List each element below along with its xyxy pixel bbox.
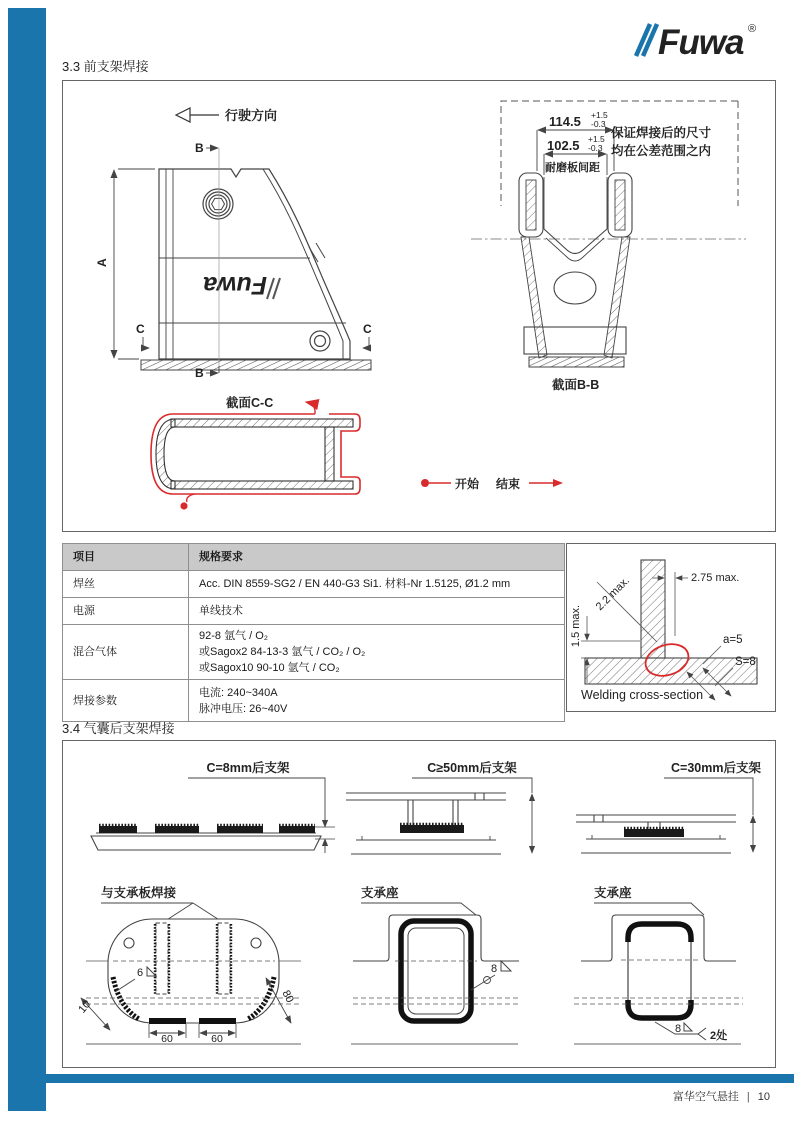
label-seat-right: 支承座: [594, 886, 632, 900]
spec-header-requirement: 规格要求: [189, 544, 565, 571]
bracket-dimension-labels: [95, 141, 372, 380]
dim-outer-tol-minus: -0.3: [591, 119, 606, 129]
spec-row-label: 焊丝: [63, 571, 189, 598]
dim-a-label: A: [95, 258, 109, 267]
spec-row-value-line: 或Sagox10 90-10 氩气 / CO₂: [199, 662, 340, 674]
dim-8-right-label: 8: [675, 1023, 682, 1035]
dim-outer-value: 114.5: [549, 114, 581, 129]
dim-left-label: 1.5 max.: [570, 604, 582, 648]
footer-page-number: 10: [757, 1091, 770, 1103]
bracket-dimension-lines: [114, 148, 369, 373]
section-3-4-title: 3.4 气囊后支架焊接: [62, 721, 175, 736]
label-seat-mid: 支承座: [361, 886, 399, 900]
label-c8: C=8mm后支架: [206, 761, 290, 775]
legend-start-dot-icon: [421, 479, 429, 487]
section-cc-view: [156, 419, 353, 489]
footer-separator: |: [746, 1091, 750, 1103]
dim-throat-label: a=5: [723, 634, 743, 646]
section-cc-caption: 截面C-C: [226, 396, 274, 410]
support-seat-right-drawing: [574, 885, 743, 1044]
spec-row-value-line: 或Sagox2 84-13-3 氩气 / CO₂ / O₂: [199, 646, 366, 658]
dim-10-label: 10: [76, 998, 94, 1016]
dim-60-left-label: 60: [161, 1033, 173, 1045]
label-c30: C=30mm后支架: [671, 761, 761, 775]
weld-legend: [421, 476, 563, 491]
spec-header-item: 项目: [63, 544, 189, 571]
label-weld-to-plate: 与支承板焊接: [101, 886, 177, 900]
spec-row-value: Acc. DIN 8559-SG2 / EN 440-G3 Si1. 材料-Nr 1.5125, Ø1.2 mm: [199, 578, 511, 590]
dim-outer-tol-plus: +1.5: [591, 110, 608, 120]
c30-bracket-drawing: [576, 778, 753, 853]
mirrored-fuwa-logo: [203, 271, 280, 299]
spec-row-label: 焊接参数: [63, 680, 189, 722]
welding-cross-section-caption: Welding cross-section: [581, 688, 704, 702]
dim-leg-label: S=8: [735, 656, 756, 668]
spec-row-value-line: 脉冲电压: 26~40V: [199, 702, 288, 715]
label-c50: C≥50mm后支架: [427, 761, 517, 775]
dim-80-label: 80: [279, 988, 296, 1005]
c8-bracket-drawing: [91, 778, 335, 853]
driving-direction-indicator: [176, 108, 277, 123]
logo-registered-mark: ®: [748, 23, 757, 35]
spec-row-value-line: 92-8 氩气 / O₂: [199, 630, 269, 642]
table-row: [63, 680, 565, 722]
dim-inner-tol-plus: +1.5: [588, 134, 605, 144]
welding-cross-section-figure: [566, 543, 776, 712]
table-row: [63, 625, 565, 680]
logo-text: Fuwa: [658, 23, 744, 62]
section-bb-view: [471, 101, 746, 367]
dim-8-mid-label: 8: [491, 963, 498, 975]
legend-start-label: 开始: [455, 477, 480, 491]
dim-60-right-label: 60: [211, 1033, 223, 1045]
bottom-accent-bar: [38, 1074, 794, 1083]
mirrored-logo-text: Fuwa: [203, 271, 267, 299]
dim-gap-top-label: 2.75 max.: [691, 572, 740, 584]
logo-slashes-icon: [636, 24, 657, 56]
page-footer: [673, 1088, 770, 1104]
dim-inner-tol-minus: -0.3: [588, 143, 603, 153]
table-row: [63, 598, 565, 625]
spec-row-label: 电源: [63, 598, 189, 625]
base-plate-weld-drawing: [76, 885, 301, 1045]
legend-end-label: 结束: [496, 477, 521, 491]
marker-c-left: C: [136, 322, 145, 336]
section-bb-caption: 截面B-B: [552, 378, 600, 392]
legend-end-arrow-icon: [553, 479, 563, 487]
label-2-places: 2处: [710, 1030, 728, 1042]
table-row: [63, 571, 565, 598]
spec-table-header-row: [63, 544, 565, 571]
front-bracket-figure: [62, 80, 776, 532]
marker-b-top: B: [195, 141, 204, 155]
bracket-side-view: [141, 169, 371, 370]
footer-brand: 富华空气悬挂: [672, 1091, 739, 1103]
c50-bracket-drawing: [346, 778, 532, 854]
spec-row-label: 混合气体: [63, 625, 189, 680]
wear-plate-gap-label: 耐磨板间距: [545, 162, 600, 174]
tolerance-note-line2: 均在公差范围之内: [611, 144, 712, 158]
spec-row-value: 单线技术: [199, 605, 243, 617]
spec-row-value-line: 电流: 240~340A: [199, 686, 278, 699]
marker-c-right: C: [363, 322, 372, 336]
support-seat-mid-drawing: [351, 885, 519, 1044]
rear-bracket-labels: [206, 760, 761, 775]
dim-inner-value: 102.5: [547, 138, 580, 153]
dim-6-label: 6: [137, 967, 144, 979]
marker-b-bottom: B: [195, 366, 204, 380]
dim-diag-label: 2.2 max.: [593, 574, 633, 614]
tolerance-note-line1: 保证焊接后的尺寸: [611, 126, 712, 140]
left-accent-bar: [8, 8, 46, 1111]
fuwa-logo: [624, 16, 774, 64]
section-3-3-title: 3.3 前支架焊接: [62, 59, 149, 74]
driving-direction-label: 行驶方向: [225, 108, 278, 123]
rear-bracket-figure: [62, 740, 776, 1068]
welding-spec-table: [62, 543, 565, 722]
